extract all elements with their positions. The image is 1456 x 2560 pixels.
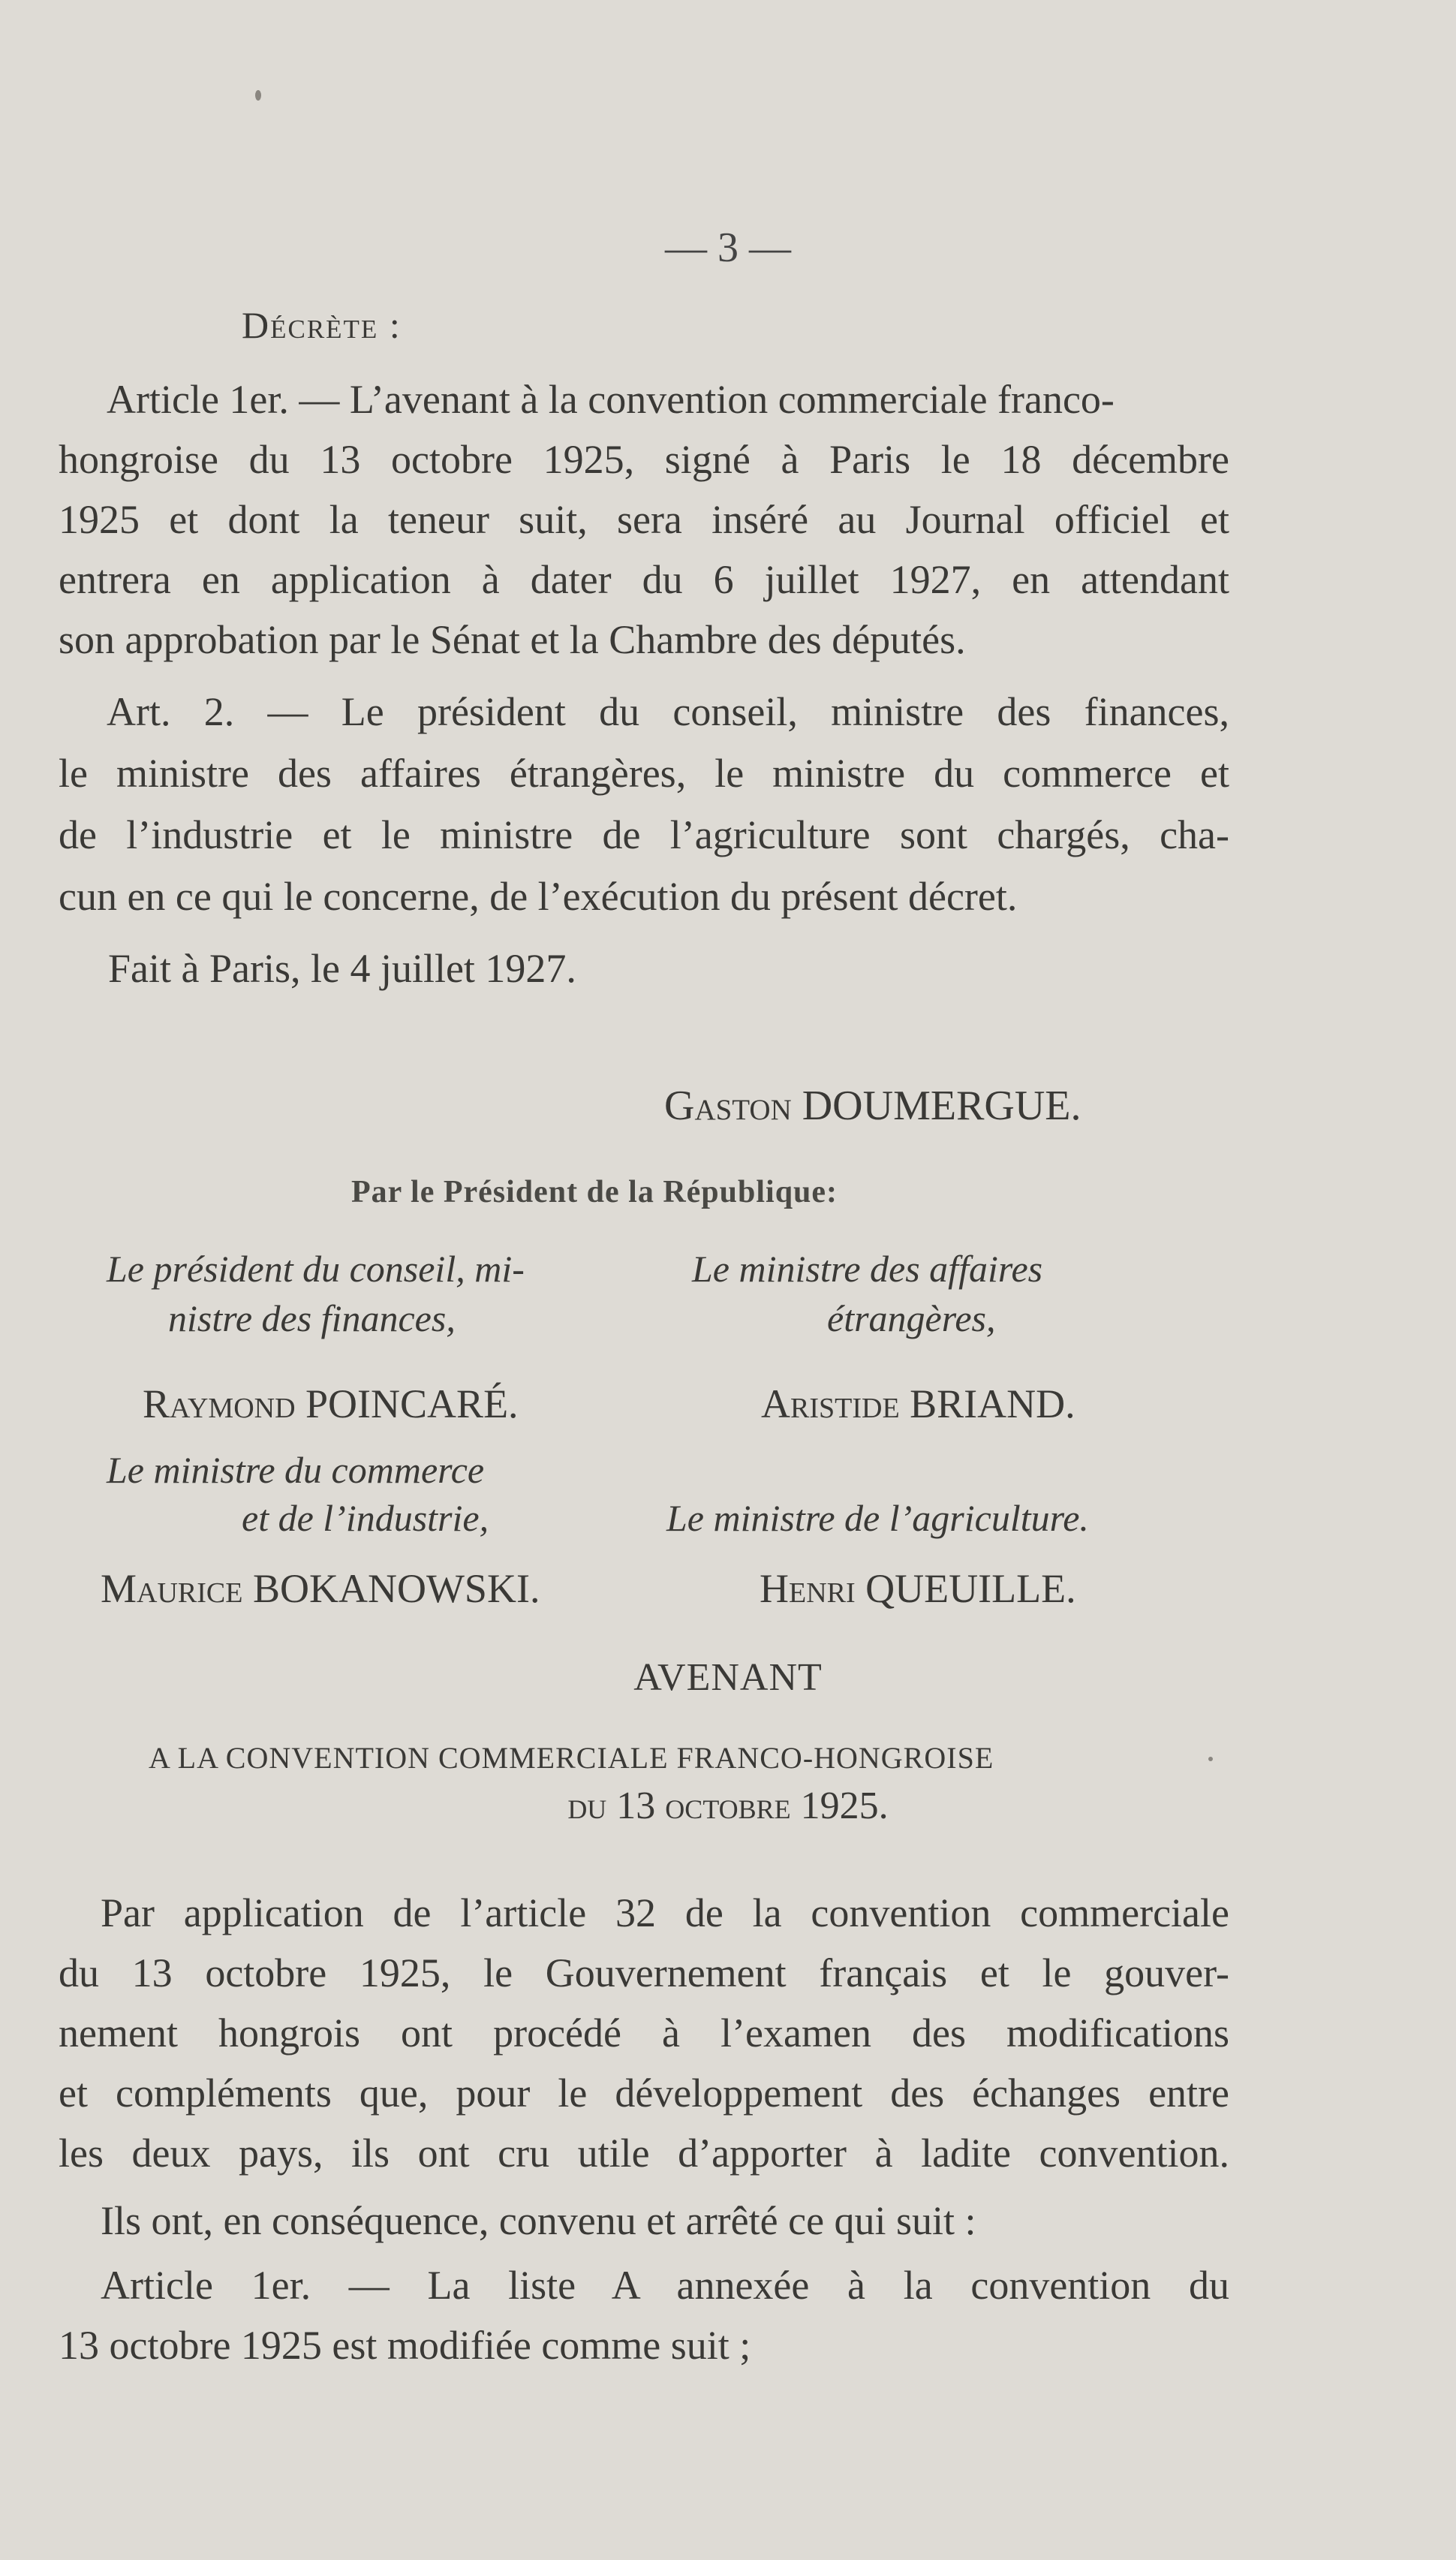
article-1-line: 1925 et dont la teneur suit, sera inséré au Journal officiel et xyxy=(59,497,1229,542)
minister-1-name: Raymond POINCARÉ. xyxy=(143,1381,519,1426)
page-number: — 3 — xyxy=(665,224,791,271)
article-1-line: L’avenant à la convention commerciale franco- xyxy=(349,377,1115,422)
minister-2-name: Aristide BRIAND. xyxy=(761,1381,1075,1426)
minister-2-role: étrangères, xyxy=(827,1297,996,1339)
annex-article-line: Article 1er. — La liste A annexée à la convention du xyxy=(101,2263,1229,2308)
president-signature: Gaston DOUMERGUE. xyxy=(664,1083,1081,1129)
article-2-line: de l’industrie et le ministre de l’agriculture sont chargés, cha- xyxy=(59,812,1229,857)
minister-3-role: et de l’industrie, xyxy=(242,1497,489,1539)
avenant-subtitle-date: du 13 octobre 1925. xyxy=(567,1784,889,1827)
minister-4-name: Henri QUEUILLE. xyxy=(760,1566,1076,1611)
paragraph-line: et compléments que, pour le développement des échanges entre xyxy=(59,2071,1229,2116)
paragraph-line: les deux pays, ils ont cru utile d’apporter à ladite convention. xyxy=(59,2131,1229,2176)
article-2-line: cun en ce qui le concerne, de l’exécution du présent décret. xyxy=(59,874,1018,919)
minister-1-role: nistre des finances, xyxy=(168,1297,456,1339)
avenant-subtitle: A LA CONVENTION COMMERCIALE FRANCO-HONGROISE xyxy=(149,1741,994,1775)
decree-heading: Décrète : xyxy=(242,304,402,346)
minister-1-role: Le président du conseil, mi- xyxy=(107,1248,525,1290)
annex-article-line: 13 octobre 1925 est modifiée comme suit ; xyxy=(59,2323,751,2368)
speck xyxy=(255,90,261,101)
minister-3-role: Le ministre du commerce xyxy=(107,1449,485,1491)
article-1-line: entrera en application à dater du 6 juillet 1927, en attendant xyxy=(59,557,1229,602)
article-2-line: Art. 2. — Le président du conseil, ministre des finances, xyxy=(107,689,1229,734)
date-place: Fait à Paris, le 4 juillet 1927. xyxy=(108,946,576,991)
article-1-label: Article 1er. — xyxy=(107,377,340,422)
paragraph-line: Par application de l’article 32 de la convention commerciale xyxy=(101,1890,1229,1935)
article-1-line: hongroise du 13 octobre 1925, signé à Paris le 18 décembre xyxy=(59,437,1229,482)
article-1-line: son approbation par le Sénat et la Chambre des députés. xyxy=(59,617,966,662)
paragraph-line: nement hongrois ont procédé à l’examen des modifications xyxy=(59,2010,1229,2056)
countersign-heading: Par le Président de la République: xyxy=(351,1175,838,1209)
article-2-line: le ministre des affaires étrangères, le ministre du commerce et xyxy=(59,751,1229,796)
speck xyxy=(1208,1757,1213,1761)
minister-3-name: Maurice BOKANOWSKI. xyxy=(101,1566,540,1611)
avenant-title: AVENANT xyxy=(633,1656,823,1699)
agreement-line: Ils ont, en conséquence, convenu et arrêté ce qui suit : xyxy=(101,2198,976,2243)
minister-4-role: Le ministre de l’agriculture. xyxy=(666,1497,1089,1539)
minister-2-role: Le ministre des affaires xyxy=(692,1248,1043,1290)
paragraph-line: du 13 octobre 1925, le Gouvernement français et le gouver- xyxy=(59,1950,1229,1995)
